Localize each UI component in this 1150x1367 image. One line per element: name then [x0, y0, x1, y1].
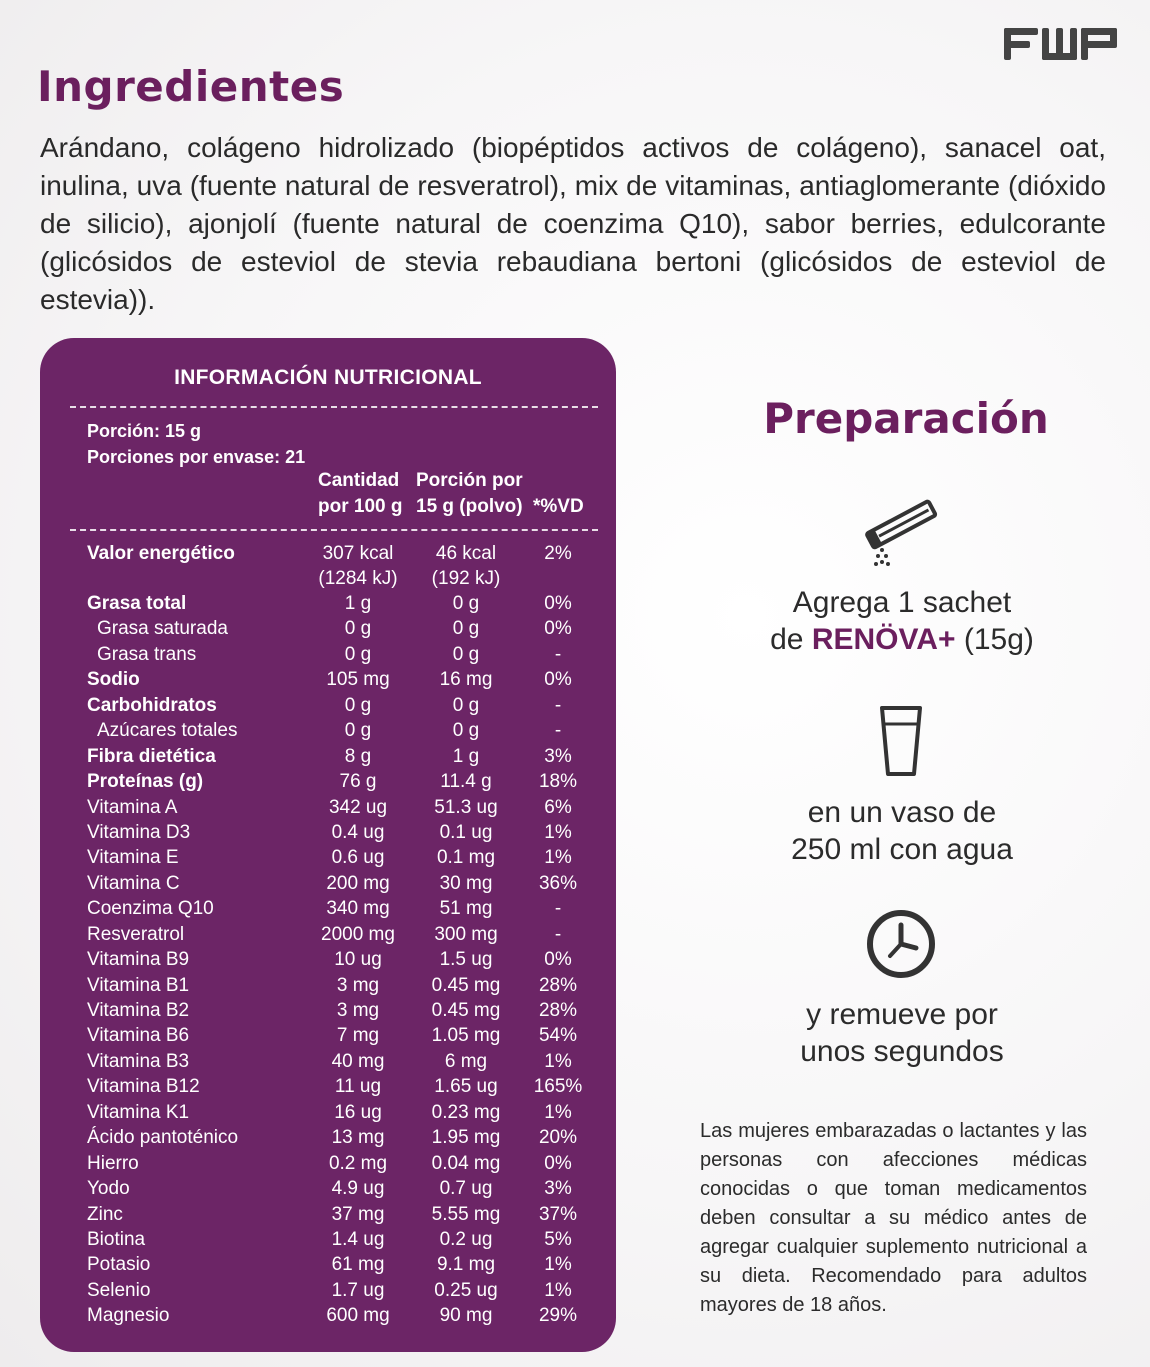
- table-row: [40, 718, 616, 743]
- amount-per-15g: 0.23 mg: [431, 1101, 501, 1123]
- nutrient-name: Valor energético: [87, 543, 235, 564]
- amount-per-100g: 0 g: [344, 720, 372, 742]
- nutrient-name: Vitamina B12: [87, 1076, 200, 1098]
- daily-value: 3%: [544, 1178, 572, 1200]
- daily-value: 1%: [544, 1279, 572, 1301]
- daily-value: 37%: [538, 1203, 578, 1225]
- table-row: [40, 667, 616, 692]
- amount-per-100g: 0 g: [344, 643, 372, 665]
- header-per-100g-line2: por 100 g: [318, 496, 403, 517]
- daily-value: 1%: [544, 1050, 572, 1072]
- nutrient-name: Ácido pantoténico: [87, 1127, 239, 1149]
- daily-value: 54%: [538, 1025, 578, 1047]
- daily-value: 28%: [538, 974, 578, 996]
- table-row: [40, 922, 616, 947]
- daily-value: 20%: [538, 1127, 578, 1149]
- nutrient-name: Vitamina B9: [87, 949, 190, 971]
- table-row: [40, 1074, 616, 1099]
- amount-per-15g: 0.04 mg: [431, 1152, 501, 1174]
- amount-per-100g: 200 mg: [326, 872, 390, 894]
- amount-per-15g: 0.2 ug: [439, 1228, 493, 1250]
- amount-per-100g: 600 mg: [326, 1305, 390, 1327]
- daily-value: -: [554, 694, 562, 716]
- header-per-15g: [416, 468, 523, 520]
- nutrient-name: Vitamina B2: [87, 1000, 190, 1021]
- step-2-line1: en un vaso de: [807, 796, 997, 829]
- amount-per-100g: 0.2 mg: [328, 1152, 388, 1174]
- daily-value: -: [554, 898, 562, 920]
- header-per-15g-line1: Porción por: [416, 470, 523, 491]
- nutrient-name: Vitamina C: [87, 872, 180, 894]
- nutrient-name: Magnesio: [87, 1305, 170, 1327]
- amount-per-15g: 11.4 g: [440, 771, 492, 793]
- amount-per-100g: 76 g: [339, 771, 377, 793]
- amount-per-100g: 105 mg: [326, 669, 390, 691]
- table-row: [40, 1049, 616, 1074]
- amount-per-15g: 0.45 mg: [431, 1000, 501, 1021]
- daily-value: 0%: [544, 593, 572, 614]
- amount-per-15g: 0 g: [452, 593, 480, 614]
- amount-per-15g: 1 g: [452, 745, 480, 767]
- amount-per-15g: 9.1 mg: [436, 1254, 496, 1276]
- daily-value: 0%: [544, 1152, 572, 1174]
- amount-per-100g: 61 mg: [331, 1254, 385, 1276]
- nutrient-name: Yodo: [87, 1178, 130, 1200]
- amount-per-15g: 0 g: [452, 720, 480, 742]
- step-1-prefix: de: [770, 623, 812, 656]
- amount-per-15g: 6 mg: [444, 1050, 488, 1072]
- amount-per-100g: 3 mg: [336, 974, 380, 996]
- table-row: [40, 845, 616, 870]
- amount-per-100g: 0 g: [344, 694, 372, 716]
- amount-per-15g: 51.3 ug: [434, 796, 498, 818]
- amount-per-15g: 1.05 mg: [431, 1025, 501, 1047]
- daily-value: 1%: [544, 1101, 572, 1123]
- amount-per-15g: 5.55 mg: [431, 1203, 501, 1225]
- table-row: [40, 1125, 616, 1150]
- amount-per-100g: 0 g: [344, 618, 372, 640]
- amount-per-100g: 7 mg: [336, 1025, 380, 1047]
- amount-per-15g: 0 g: [452, 618, 480, 640]
- step-2-line2: 250 ml con agua: [791, 833, 1013, 866]
- nutrient-name: Biotina: [87, 1228, 146, 1250]
- daily-value: 29%: [538, 1305, 578, 1327]
- amount-per-100g: 1.4 ug: [331, 1228, 385, 1250]
- amount-per-15g: 0 g: [452, 694, 480, 716]
- nutrient-name: Vitamina E: [87, 847, 179, 869]
- amount-per-100g: 11 ug: [334, 1076, 382, 1098]
- amount-per-100g: 1 g: [344, 593, 372, 614]
- header-vd: *%VD: [533, 496, 584, 517]
- amount-per-15g: 1.5 ug: [439, 949, 493, 971]
- table-row: [40, 693, 616, 718]
- amount-per-15g: 30 mg: [439, 872, 493, 894]
- amount-per-100g: 0.4 ug: [331, 821, 385, 843]
- step-1-line2: [720, 621, 1084, 658]
- table-row: [40, 1100, 616, 1125]
- table-row: [40, 642, 616, 667]
- step-2-text: [720, 794, 1084, 868]
- table-row: [40, 896, 616, 921]
- amount-per-100g: 13 mg: [331, 1127, 385, 1149]
- nutrient-name: Vitamina B1: [87, 974, 190, 996]
- glass-icon: [878, 704, 924, 778]
- amount-per-100g: 16 ug: [334, 1101, 382, 1123]
- step-1-line1: Agrega 1 sachet: [792, 586, 1012, 619]
- table-row: [40, 591, 616, 616]
- step-3-line1: y remueve por: [806, 998, 998, 1031]
- nutrient-name: Proteínas (g): [87, 771, 204, 793]
- amount-per-15g-kj: (192 kJ): [431, 568, 501, 589]
- ingredients-title: Ingredientes: [37, 62, 345, 111]
- nutrient-name: Hierro: [87, 1152, 139, 1174]
- table-row: [40, 1176, 616, 1201]
- nutrient-name: Grasa saturada: [97, 618, 228, 640]
- table-row: [40, 541, 616, 591]
- daily-value: 1%: [544, 1254, 572, 1276]
- ingredients-text: Arándano, colágeno hidrolizado (biopéptidos activos de colágeno), sanacel oat, inulina, uva (fuente natural de resveratrol), mix de vitaminas, antiaglomerante (dióxido de silicio), ajonjolí (fuente natural de coenzima Q10), sabor berries, edulcorante (glicósidos de esteviol de stevia rebaudiana bertoni (glicósidos de esteviol de estevia)).: [40, 132, 1106, 315]
- nutrient-name: Zinc: [87, 1203, 123, 1225]
- amount-per-100g: 0.6 ug: [331, 847, 385, 869]
- amount-per-100g: 2000 mg: [321, 923, 395, 945]
- table-row: [40, 947, 616, 972]
- sachet-icon: [862, 494, 942, 570]
- nutrient-name: Carbohidratos: [87, 694, 217, 716]
- table-row: [40, 998, 616, 1023]
- nutrition-panel: [40, 338, 616, 1352]
- daily-value: 0%: [544, 949, 572, 971]
- amount-per-15g: 300 mg: [434, 923, 498, 945]
- daily-value: 6%: [544, 796, 572, 818]
- header-per-100g-line1: Cantidad: [318, 470, 400, 491]
- amount-per-15g: 90 mg: [439, 1305, 493, 1327]
- daily-value: 0%: [544, 669, 572, 691]
- amount-per-15g: 0 g: [452, 643, 480, 665]
- daily-value: 0%: [544, 618, 572, 640]
- daily-value: 18%: [538, 771, 578, 793]
- nutrient-name: Grasa total: [87, 593, 187, 614]
- fwp-logo-icon: [1002, 20, 1120, 66]
- header-per-15g-line2: 15 g (polvo): [416, 496, 523, 517]
- amount-per-100g: 4.9 ug: [331, 1178, 385, 1200]
- amount-per-15g: 0.7 ug: [439, 1178, 493, 1200]
- table-row: [40, 1278, 616, 1303]
- amount-per-15g: 1.95 mg: [431, 1127, 501, 1149]
- amount-per-15g: 1.65 ug: [434, 1076, 498, 1098]
- amount-per-100g: 40 mg: [331, 1050, 385, 1072]
- nutrient-name: Vitamina K1: [87, 1101, 190, 1123]
- amount-per-100g: 340 mg: [326, 898, 390, 920]
- amount-per-100g: 3 mg: [336, 1000, 380, 1021]
- nutrient-name: Coenzima Q10: [87, 898, 214, 920]
- daily-value: -: [554, 720, 562, 742]
- nutrition-table: [40, 541, 616, 1329]
- daily-value: 1%: [544, 847, 572, 869]
- table-row: [40, 820, 616, 845]
- clock-icon: [864, 907, 938, 981]
- daily-value: 36%: [538, 872, 578, 894]
- table-row: [40, 1252, 616, 1277]
- amount-per-100g: 1.7 ug: [331, 1279, 385, 1301]
- daily-value: -: [554, 643, 562, 665]
- daily-value: 1%: [544, 821, 572, 843]
- divider: [70, 529, 598, 531]
- daily-value: 2%: [544, 543, 572, 564]
- daily-value: 28%: [538, 1000, 578, 1021]
- table-row: [40, 769, 616, 794]
- daily-value: 165%: [533, 1076, 583, 1098]
- brand-name: RENÖVA+: [811, 623, 956, 656]
- table-row: [40, 616, 616, 641]
- table-row: [40, 973, 616, 998]
- nutrient-name: Sodio: [87, 669, 140, 691]
- warning-note: Las mujeres embarazadas o lactantes y las personas con afecciones médicas conocidas o que toman medicamentos deben consultar a su médico antes de agregar cualquier suplemento nutricional a su dieta. Recomendado para adultos mayores de 18 años.: [700, 1120, 1087, 1316]
- step-3-text: [720, 996, 1084, 1070]
- header-per-100g: [318, 468, 402, 520]
- nutrition-title: INFORMACIÓN NUTRICIONAL: [174, 366, 482, 389]
- table-row: [40, 744, 616, 769]
- amount-per-100g: 37 mg: [331, 1203, 385, 1225]
- step-1-suffix: (15g): [955, 623, 1034, 656]
- step-1-text: [720, 584, 1084, 658]
- nutrient-name: Vitamina A: [87, 796, 178, 818]
- divider: [70, 406, 598, 408]
- amount-per-15g: 16 mg: [439, 669, 493, 691]
- daily-value: 5%: [544, 1228, 572, 1250]
- step-3-line2: unos segundos: [800, 1035, 1004, 1068]
- nutrient-name: Vitamina D3: [87, 821, 191, 843]
- amount-per-100g: 342 ug: [328, 796, 388, 818]
- amount-per-100g: 8 g: [344, 745, 372, 767]
- nutrient-name: Selenio: [87, 1279, 151, 1301]
- nutrient-name: Potasio: [87, 1254, 151, 1276]
- amount-per-15g: 0.45 mg: [431, 974, 501, 996]
- nutrient-name: Grasa trans: [97, 643, 197, 665]
- daily-value: 3%: [544, 745, 572, 767]
- nutrient-name: Resveratrol: [87, 923, 185, 945]
- amount-per-15g: 46 kcal: [435, 543, 497, 564]
- daily-value: -: [554, 923, 562, 945]
- nutrient-name: Fibra dietética: [87, 745, 216, 767]
- fwp-logo: [1002, 20, 1120, 66]
- nutrient-name: Vitamina B6: [87, 1025, 190, 1047]
- table-row: [40, 795, 616, 820]
- table-row: [40, 871, 616, 896]
- amount-per-100g-kj: (1284 kJ): [318, 568, 398, 589]
- table-row: [40, 1303, 616, 1328]
- amount-per-15g: 51 mg: [439, 898, 493, 920]
- preparation-title: Preparación: [763, 394, 1049, 443]
- portion-size: Porción: 15 g: [87, 421, 202, 441]
- table-row: [40, 1151, 616, 1176]
- servings-per-container: Porciones por envase: 21: [87, 447, 306, 467]
- nutrient-name: Azúcares totales: [97, 720, 238, 742]
- amount-per-15g: 0.1 ug: [439, 821, 493, 843]
- table-row: [40, 1023, 616, 1048]
- table-row: [40, 1227, 616, 1252]
- amount-per-15g: 0.25 ug: [434, 1279, 498, 1301]
- table-row: [40, 1202, 616, 1227]
- amount-per-100g: 10 ug: [334, 949, 382, 971]
- amount-per-100g: 307 kcal: [322, 543, 394, 564]
- amount-per-15g: 0.1 mg: [436, 847, 496, 869]
- nutrient-name: Vitamina B3: [87, 1050, 190, 1072]
